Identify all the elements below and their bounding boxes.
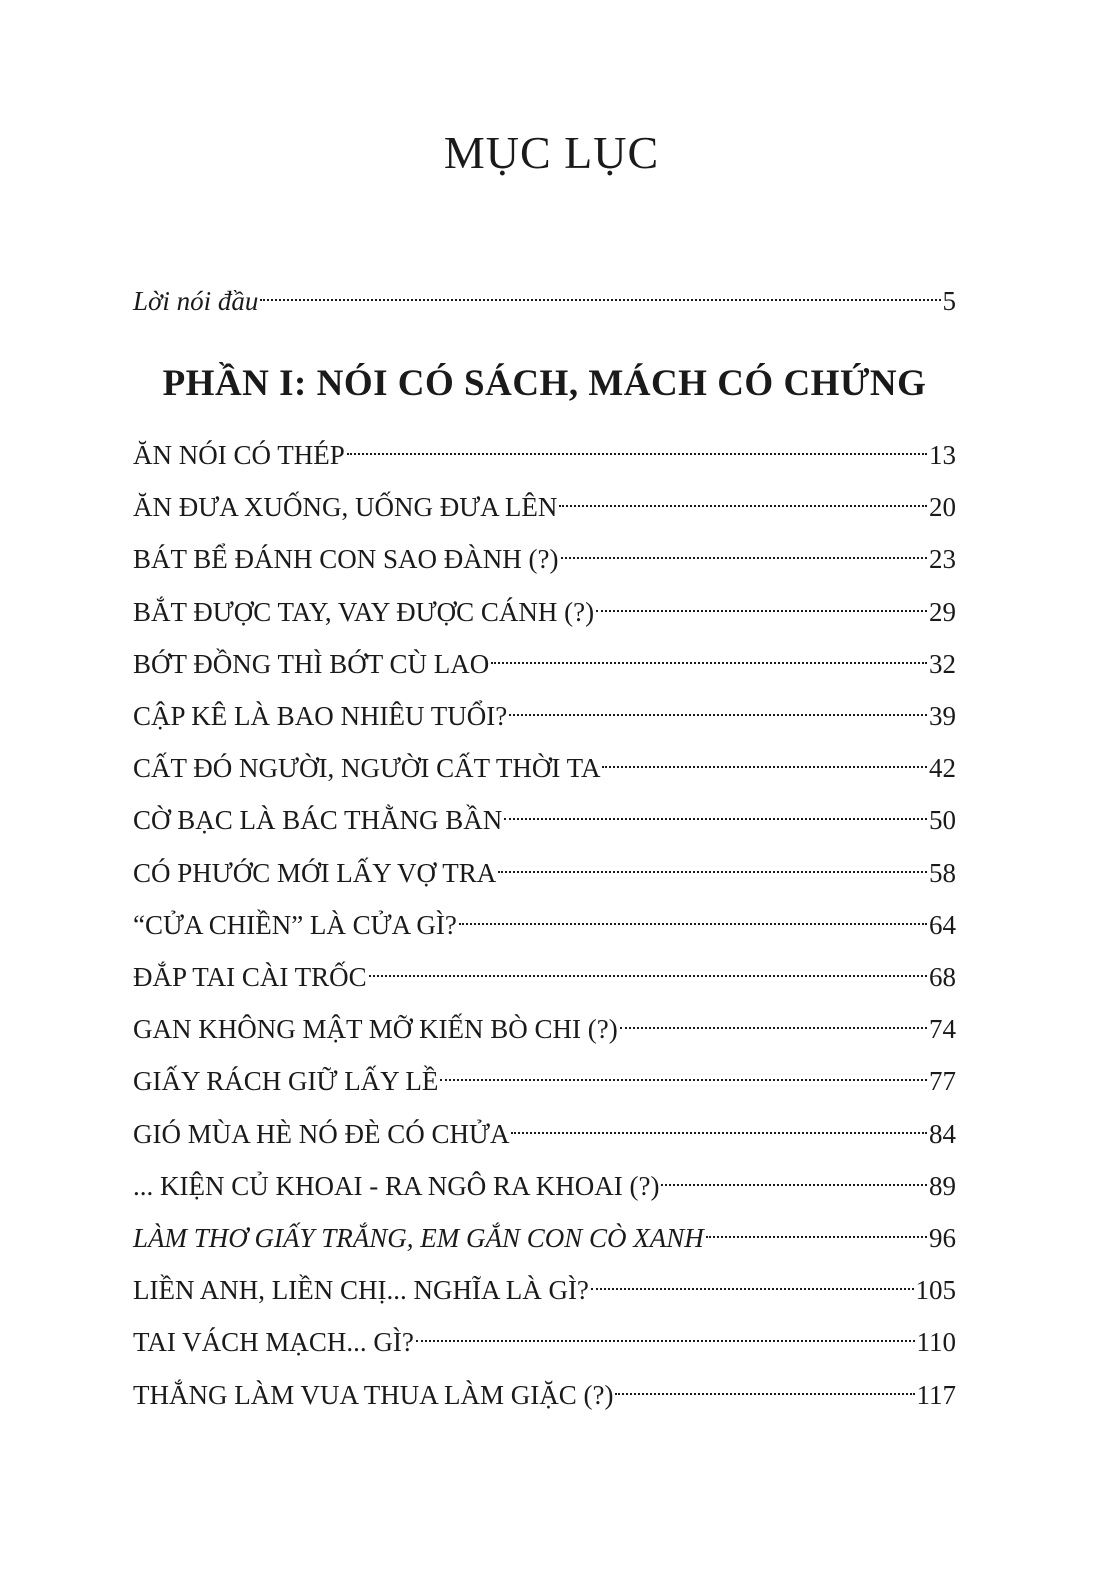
toc-entry-label: “CỬA CHIỀN” LÀ CỬA GÌ?	[133, 910, 457, 940]
toc-entry-page: 84	[929, 1119, 956, 1149]
toc-entry-page: 64	[929, 910, 956, 940]
toc-entry-label: BẮT ĐƯỢC TAY, VAY ĐƯỢC CÁNH (?)	[133, 597, 595, 627]
toc-entry-label: TAI VÁCH MẠCH... GÌ?	[133, 1327, 414, 1357]
toc-entry[interactable]	[133, 1263, 956, 1308]
toc-entry-label: CỜ BẠC LÀ BÁC THẰNG BẦN	[133, 805, 503, 835]
toc-entry[interactable]	[133, 480, 956, 525]
toc-entry-page: 42	[929, 753, 956, 783]
toc-entry-page: 13	[929, 440, 956, 470]
dot-leader	[591, 1263, 914, 1299]
dot-leader	[596, 585, 927, 621]
toc-entry-page: 77	[929, 1066, 956, 1096]
toc-entry-page: 23	[929, 544, 956, 574]
toc-entry-label: LÀM THƠ GIẤY TRẮNG, EM GẮN CON CÒ XANH	[133, 1223, 704, 1253]
toc-entry-page: 29	[929, 597, 956, 627]
toc-entry-page: 50	[929, 805, 956, 835]
toc-entry-page: 68	[929, 962, 956, 992]
dot-leader	[459, 898, 927, 934]
toc-entry-page: 110	[916, 1327, 956, 1357]
toc-entry-page: 89	[929, 1171, 956, 1201]
toc-entry[interactable]	[133, 585, 956, 630]
toc-entry[interactable]	[133, 793, 956, 838]
toc-entry-label: CÓ PHƯỚC MỚI LẤY VỢ TRA	[133, 858, 497, 888]
dot-leader	[504, 793, 927, 829]
toc-entry[interactable]	[133, 1107, 956, 1152]
toc-entry-label: ... KIỆN CỦ KHOAI - RA NGÔ RA KHOAI (?)	[133, 1171, 660, 1201]
toc-entry-page: 105	[915, 1275, 956, 1305]
toc-entry-preface[interactable]	[133, 274, 956, 319]
toc-entry-label: GIẤY RÁCH GIỮ LẤY LỀ	[133, 1066, 439, 1096]
page-title: MỤC LỤC	[443, 127, 660, 178]
toc-entry-label: BÁT BỂ ĐÁNH CON SAO ĐÀNH (?)	[133, 544, 559, 574]
toc-entry-label: Lời nói đầu	[133, 286, 259, 316]
dot-leader	[620, 1002, 927, 1038]
toc-entry-label: LIỀN ANH, LIỀN CHỊ... NGHĨA LÀ GÌ?	[133, 1275, 589, 1305]
toc-entry-label: CẤT ĐÓ NGƯỜI, NGƯỜI CẤT THỜI TA	[133, 753, 601, 783]
toc-entry[interactable]	[133, 1002, 956, 1047]
toc-entry-page: 20	[929, 492, 956, 522]
toc-entry-label: ĐẮP TAI CÀI TRỐC	[133, 962, 367, 992]
toc-entry-page: 5	[942, 286, 956, 316]
dot-leader	[440, 1054, 927, 1090]
toc-entry[interactable]	[133, 428, 956, 473]
toc-entry[interactable]	[133, 1159, 956, 1204]
dot-leader	[615, 1368, 914, 1404]
dot-leader	[559, 480, 927, 516]
toc-entry[interactable]	[133, 637, 956, 682]
dot-leader	[416, 1315, 915, 1351]
dot-leader	[260, 274, 940, 310]
toc-entry[interactable]	[133, 741, 956, 786]
dot-leader	[602, 741, 927, 777]
toc-entry-page: 39	[929, 701, 956, 731]
toc-entry-label: GIÓ MÙA HÈ NÓ ĐÈ CÓ CHỬA	[133, 1119, 510, 1149]
dot-leader	[347, 428, 927, 464]
toc-entry[interactable]	[133, 846, 956, 891]
toc-entry[interactable]	[133, 950, 956, 995]
toc-entry[interactable]	[133, 532, 956, 577]
toc-entry-page: 32	[929, 649, 956, 679]
toc-entry[interactable]	[133, 1368, 956, 1413]
dot-leader	[561, 532, 928, 568]
dot-leader	[491, 637, 927, 673]
toc-entry-label: THẮNG LÀM VUA THUA LÀM GIẶC (?)	[133, 1380, 614, 1410]
dot-leader	[706, 1211, 927, 1247]
dot-leader	[369, 950, 927, 986]
toc-entry[interactable]	[133, 1054, 956, 1099]
toc-entry-page: 96	[929, 1223, 956, 1253]
toc-entry[interactable]	[133, 1315, 956, 1360]
toc-entry[interactable]	[133, 898, 956, 943]
toc-entry-label: GAN KHÔNG MẬT MỠ KIẾN BÒ CHI (?)	[133, 1014, 618, 1044]
toc-entry[interactable]	[133, 689, 956, 734]
dot-leader	[509, 689, 927, 725]
toc-entry[interactable]	[133, 1211, 956, 1256]
toc-entry-label: BỚT ĐỒNG THÌ BỚT CÙ LAO	[133, 649, 490, 679]
dot-leader	[498, 846, 927, 882]
dot-leader	[511, 1107, 927, 1143]
toc-entry-page: 58	[929, 858, 956, 888]
toc-entry-label: ĂN ĐƯA XUỐNG, UỐNG ĐƯA LÊN	[133, 492, 558, 522]
toc-entry-page: 74	[929, 1014, 956, 1044]
toc-entry-label: ĂN NÓI CÓ THÉP	[133, 440, 345, 470]
dot-leader	[661, 1159, 927, 1195]
toc-entry-page: 117	[916, 1380, 956, 1410]
section-heading: PHẦN I: NÓI CÓ SÁCH, MÁCH CÓ CHỨNG	[162, 363, 927, 404]
toc-entry-label: CẬP KÊ LÀ BAO NHIÊU TUỔI?	[133, 701, 508, 731]
